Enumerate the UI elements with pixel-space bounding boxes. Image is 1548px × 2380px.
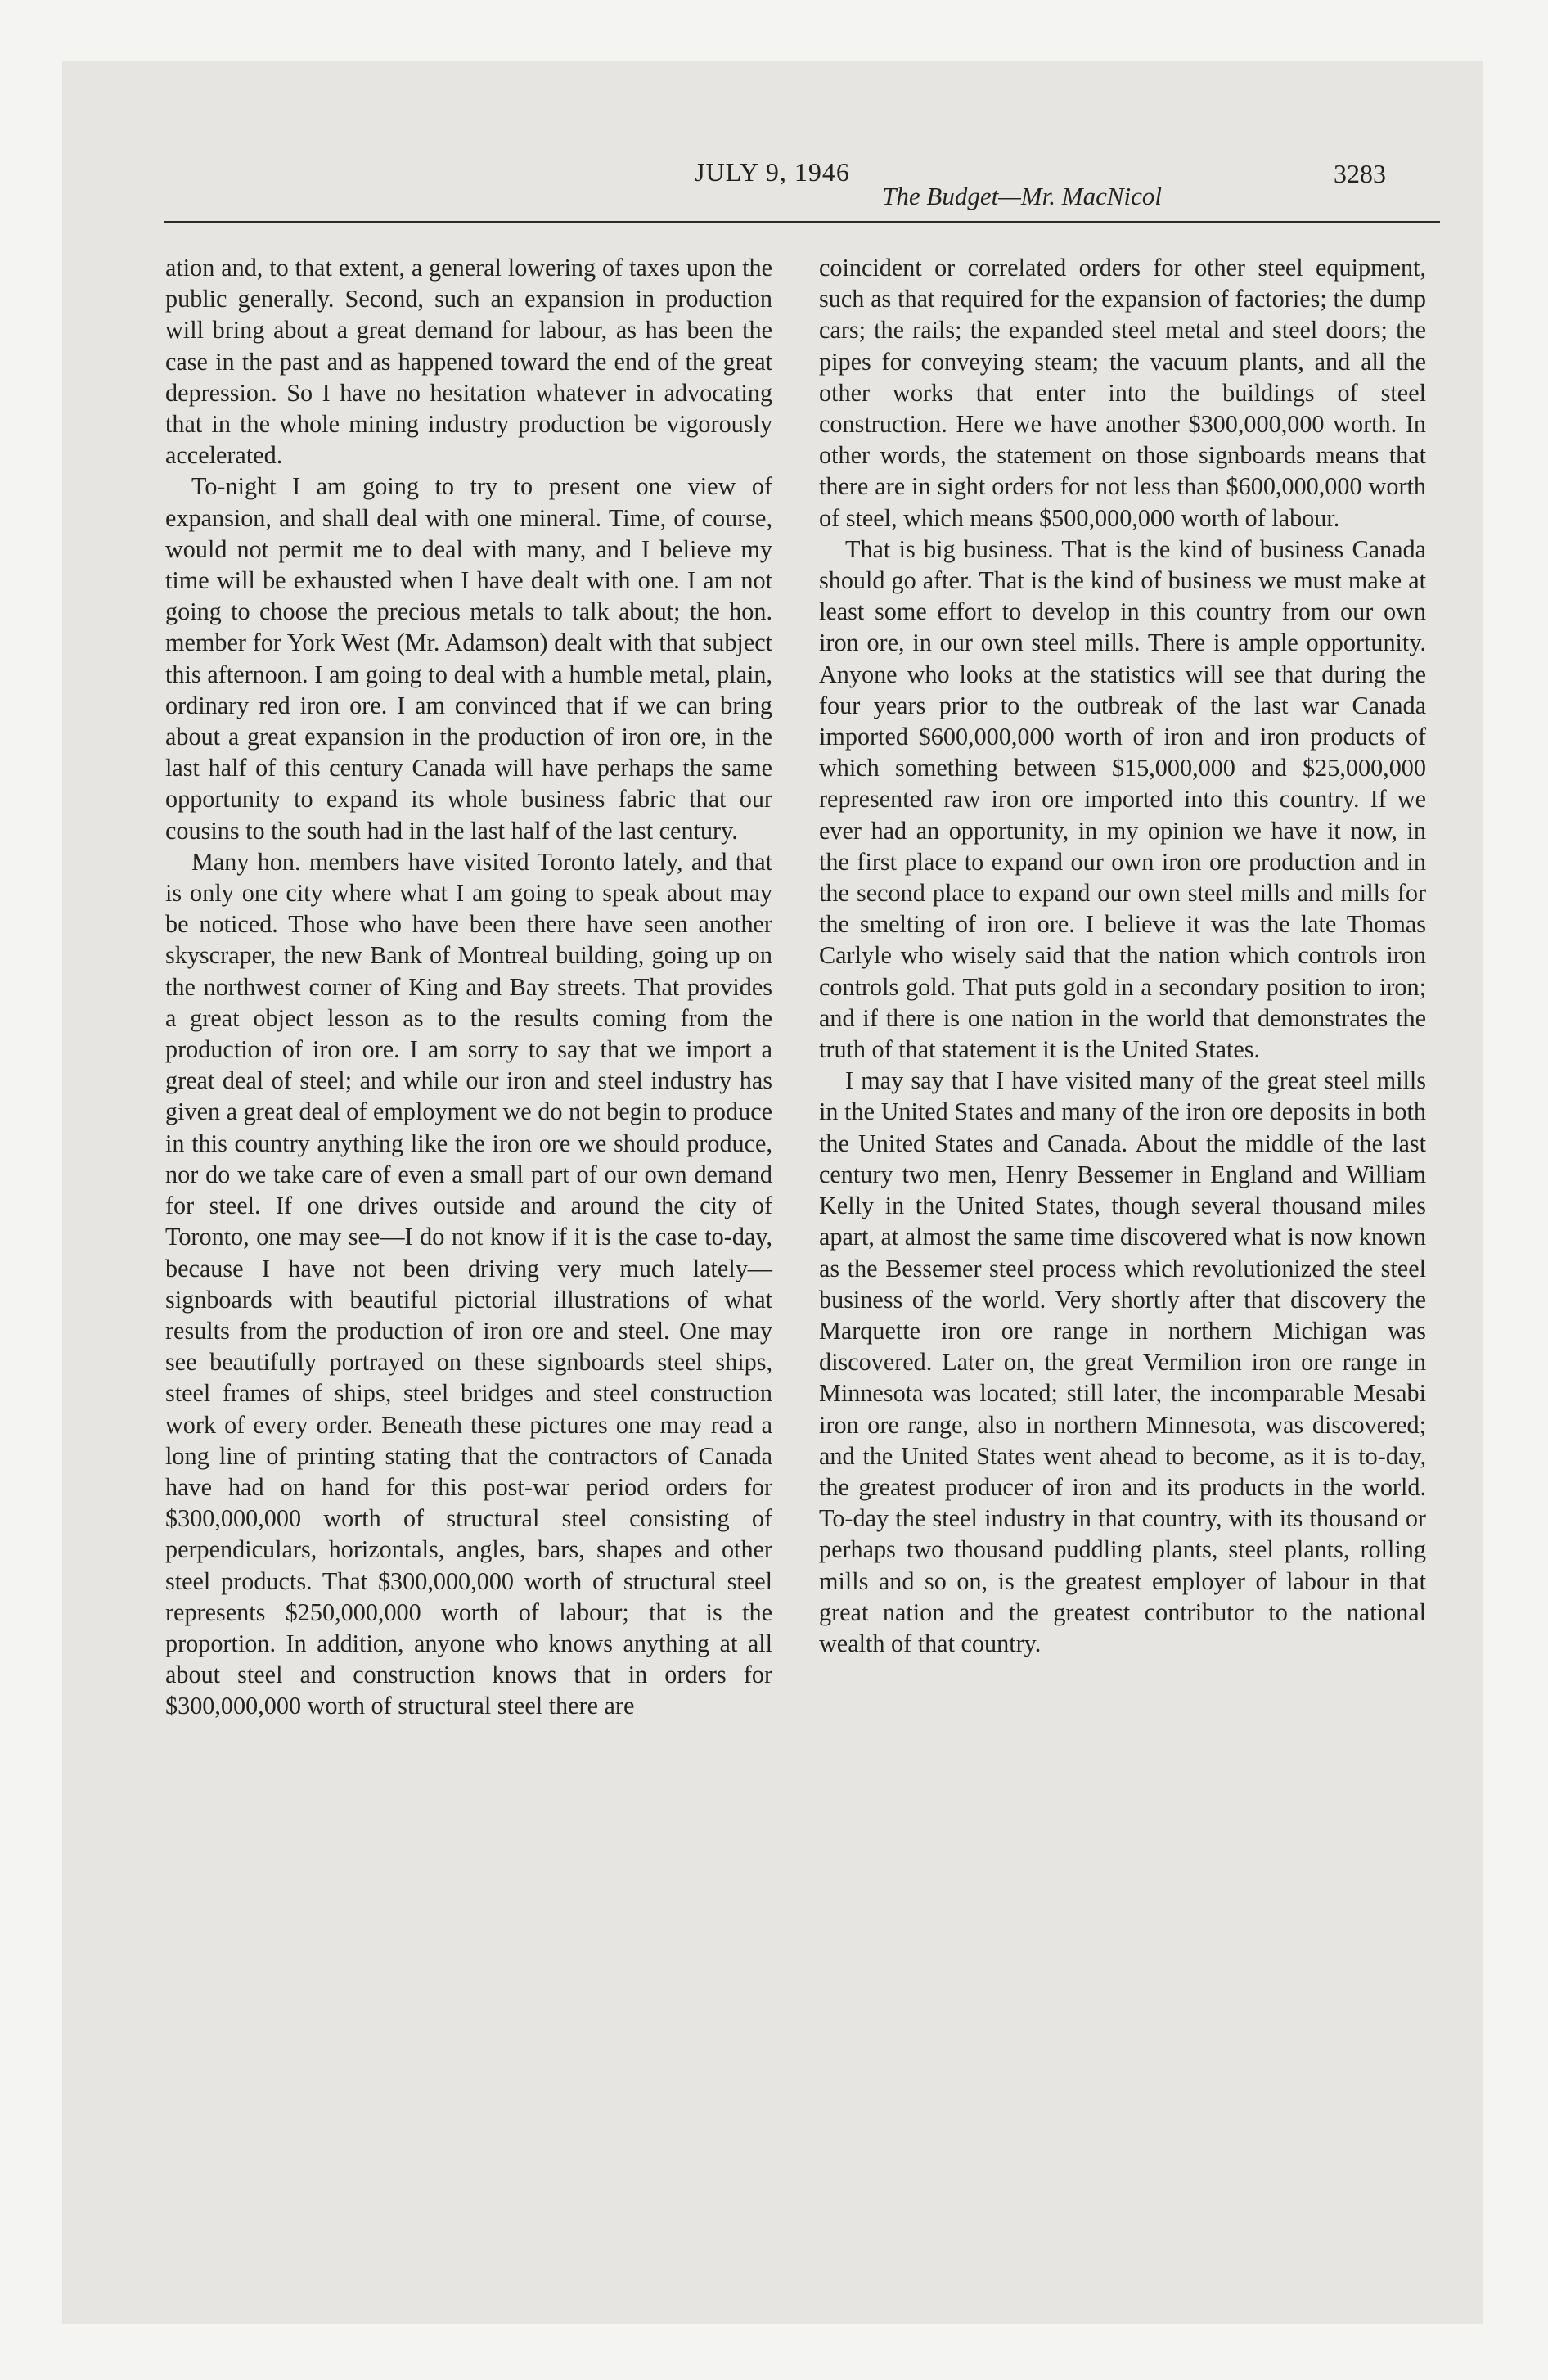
header-date: JULY 9, 1946	[695, 157, 850, 187]
running-title: The Budget—Mr. MacNicol	[882, 182, 1162, 210]
paragraph: That is big business. That is the kind of business Canada should go after. That is the kind of business we must make at least some effort to develop in this country from our own iron ore, in our own steel mills. There is ample opportunity. Anyone who looks at the statistics will see that during the four years prior to the outbreak of the last war Canada imported $600,000,000 worth of iron and iron products of which something between $15,000,000 and $25,000,000 represented raw iron ore imported into this country. If we ever had an opportunity, in my opinion we have it now, in the first place to expand our own iron ore production and in the second place to expand our own steel mills and mills for the smelting of iron ore. I believe it was the late Thomas Carlyle who wisely said that the nation which controls iron controls gold. That puts gold in a secondary position to iron; and if there is one nation in the world that demonstrates the truth of that statement it is the United States.	[819, 534, 1426, 1064]
paragraph: ation and, to that extent, a general lowering of taxes upon the public generally. Second, such an expansion in production will bring about a great demand for labour, as has been the case in the past and as happened toward the end of the great depression. So I have no hesitation whatever in advocating that in the whole mining industry production be vigorously accelerated.	[165, 254, 772, 470]
page-number: 3283	[1334, 159, 1386, 188]
paragraph: Many hon. members have visited Toronto lately, and that is only one city where what I am going to speak about may be noticed. Those who have been there have seen another skyscraper, the new Bank of Montreal building, going up on the northwest corner of King and Bay streets. That provides a great object lesson as to the results coming from the production of iron ore. I am sorry to say that we import a great deal of steel; and while our iron and steel industry has given a great deal of employment we do not begin to produce in this country anything like the iron ore we should produce, nor do we take care of even a small part of our own demand for steel. If one drives outside and around the city of Toronto, one may see—I do not know if it is the case to-day, because I have not been driving very much lately—signboards with beautiful pictorial illustrations of what results from the production of iron ore and steel. One may see beautifully portrayed on these signboards steel ships, steel frames of ships, steel bridges and steel construction work of every order. Beneath these pictures one may read a long line of printing stating that the contractors of Canada have had on hand for this post-war period orders for $300,000,000 worth of structural steel consisting of perpendiculars, horizontals, angles, bars, shapes and other steel products. That $300,000,000 worth of structural steel represents $250,000,000 worth of labour; that is the proportion. In addition, anyone who knows anything at all about steel and construction knows that in orders for $300,000,000 worth of structural steel there are	[165, 847, 772, 1720]
header-rule	[164, 221, 1440, 223]
paragraph: To-night I am going to try to present one view of expansion, and shall deal with one mineral. Time, of course, would not permit me to deal with many, and I believe my time will be exhausted when I have dealt with one. I am not going to choose the precious metals to talk about; the hon. member for York West (Mr. Adamson) dealt with that subject this afternoon. I am going to deal with a humble metal, plain, ordinary red iron ore. I am convinced that if we can bring about a great expansion in the production of iron ore, in the last half of this century Canada will have perhaps the same opportunity to expand its whole business fabric that our cousins to the south had in the last half of the last century.	[165, 472, 772, 845]
right-column	[819, 252, 1426, 1659]
paragraph: coincident or correlated orders for other steel equipment, such as that required for the expansion of factories; the dump cars; the rails; the expanded steel metal and steel doors; the pipes for conveying steam; the vacuum plants, and all the other works that enter into the buildings of steel construction. Here we have another $300,000,000 worth. In other words, the statement on those signboards means that there are in sight orders for not less than $600,000,000 worth of steel, which means $500,000,000 worth of labour.	[819, 254, 1426, 532]
paragraph: I may say that I have visited many of the great steel mills in the United States and many of the iron ore deposits in both the United States and Canada. About the middle of the last century two men, Henry Bessemer in England and William Kelly in the United States, though several thousand miles apart, at almost the same time discovered what is now known as the Bessemer steel process which revolutionized the steel business of the world. Very shortly after that discovery the Marquette iron ore range in northern Michigan was discovered. Later on, the great Vermilion iron ore range in Minnesota was located; still later, the incomparable Mesabi iron ore range, also in northern Minnesota, was discovered; and the United States went ahead to become, as it is to-day, the greatest producer of iron and its products in the world. To-day the steel industry in that country, with its thousand or perhaps two thousand puddling plants, steel plants, rolling mills and so on, is the greatest employer of labour in that great nation and the greatest contributor to the national wealth of that country.	[819, 1066, 1426, 1657]
left-column	[165, 252, 772, 1722]
page-sheet	[62, 61, 1483, 2324]
